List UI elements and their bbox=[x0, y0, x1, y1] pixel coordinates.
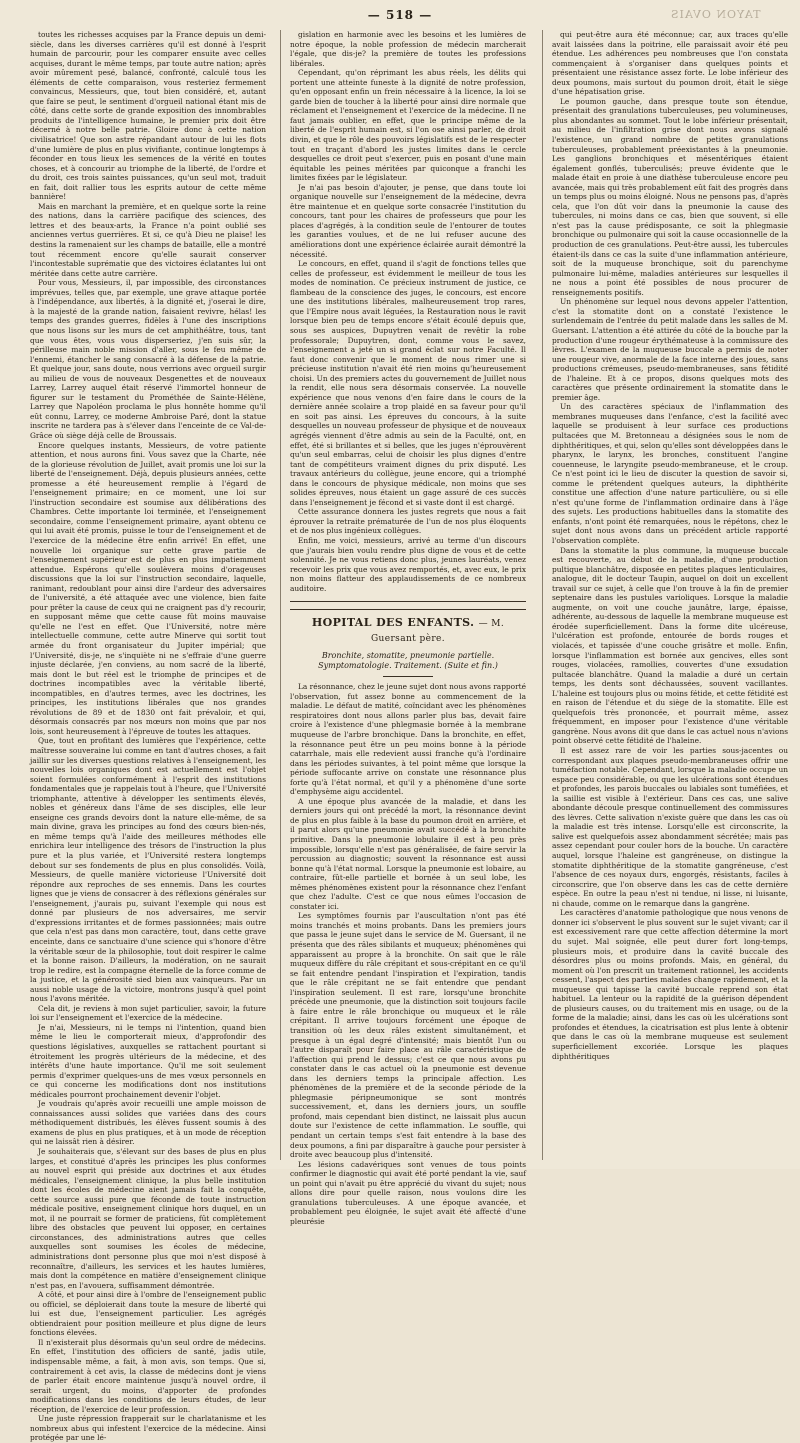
article-subtitle: Bronchite, stomatite, pneumonie partielle. Symptomatologie. Traitement. (Suite et fin.) bbox=[318, 651, 498, 671]
paragraph: Les lésions cadavériques sont venues de tous points confirmer le diagnostic qui avait été porté pendant la vie, sauf un point qui n'avait pu être apprécié du vivant du sujet; nous allons dire pour quelle raison, nous voulons dire les granulations tuberculeuses. A une époque avancée, et probablement peu éloignée, le sujet avait été affecté d'une pleurésie bbox=[290, 1159, 526, 1226]
header-rule bbox=[290, 609, 526, 610]
paragraph: Un des caractères spéciaux de l'inflammation des membranes muqueuses dans l'enfance, c'est la facilité avec laquelle se produisent à leur surface ces productions pultacées que M. Bretonneau a désignées sous le nom de diphthéritiques, et qui, selon qu'elles sont développées dans le pharynx, le larynx, les bronches, constituent l'angine couenneuse, le laryngite pseudo-membraneuse, et le croup. Ce n'est point ici le lieu de discuter la question de savoir si, comme le prétendent quelques auteurs, la diphthérite constitue une affection d'une nature particulière, ou si elle n'est qu'une forme de l'inflammation ordinaire dans à l'âge des sujets. Les productions habituelles dans la stomatite des enfants, n'ont point été remarquées, nous le répétons, chez le sujet dont nous avons dans un précédent article rapporté l'observation complète. bbox=[552, 402, 788, 545]
bleed-through-text: TAYON OVAIS bbox=[669, 8, 760, 21]
column-1 bbox=[30, 30, 266, 1443]
column-divider bbox=[280, 30, 281, 1160]
paragraph: Enfin, me voici, messieurs, arrivé au terme d'un discours que j'aurais bien voulu rendre plus digne de vous et de cette solennité. Je ne vous retiens donc plus, jeunes lauréats, venez recevoir les prix que vous avez remportés, et, avec eux, le prix non moins flatteur des applaudissements de ce nombreux auditoire. bbox=[290, 535, 526, 593]
paragraph: Cette assurance donnera les justes regrets que nous a fait éprouver la retraite prématurée de l'un de nos plus éloquents et de nos plus ingénieux collègues. bbox=[290, 507, 526, 536]
paragraph: Encore quelques instants, Messieurs, de votre patiente attention, et nous aurons fini. Vous savez que la Charte, née de la glorieuse révolution de Juillet, avait promis une loi sur la liberté de l'enseignement. Déjà, depuis plusieurs années, cette promesse a été heureusement remplie à l'égard de l'enseignement primaire; en ce moment, une loi sur l'instruction secondaire est soumise aux délibérations des Chambres. Cette importante loi terminée, et l'enseignement secondaire, comme l'enseignement primaire, ayant obtenu ce qui lui avait été promis, puisse le tour de l'enseignement et de l'exercice de la médecine être enfin arrivé! En effet, une nouvelle loi organique sur cette grave partie de l'enseignement supérieur est de plus en plus impatiemment attendue. Espérons qu'elle soulèvera moins d'orageuses discussions que la loi sur l'instruction secondaire, laquelle, ranimant, redoublant pour ainsi dire l'ardeur des adversaires de l'université, a été attaquée avec une violence, bien faite pour prêter la cause de ceux qui ne craignent pas d'y recourir, en supposant même que cette cause fût moins mauvaise qu'elle ne l'est en effet. Que l'Université, notre mère intellectuelle commune, cette autre Minerve qui sortit tout armée du front organisateur du Jupiter impérial; que l'Université, dis-je, ne s'inquiète ni ne s'effraie d'une guerre injuste déclarée, j'en conviens, au nom sacré de la liberté, mais dont le but réel est le triomphe de principes et de doctrines incompatibles avec la véritable liberté, incompatibles, en d'autres termes, avec les doctrines, les principes, les institutions libérales que nos grandes révolutions de 89 et de 1830 ont fait prévaloir, et qui, désormais consacrés par nos mœurs non moins que par nos lois, sont heureusement à l'épreuve de toutes les attaques. bbox=[30, 440, 266, 736]
paragraph: Que, tout en profitant des lumières que l'expérience, cette maîtresse souveraine lui comme en tant d'autres choses, a fait jaillir sur les diverses questions relatives à l'enseignement, les nouvelles lois organiques dont est actuellement est l'objet soient formulées conformément à l'esprit des institutions fondamentales que je rappelais tout à l'heure, que l'Université triomphante, attentive à développer les sentiments élevés, nobles et généreux dans l'âme de ses disciples, elle leur enseigne ces grands devoirs dont la nature elle-même, de sa main divine, grava les principes au fond des cœurs bien-nés, en même temps qu'à l'aide des meilleures méthodes elle enrichira leur intelligence des trésors de l'instruction la plus pure et la plus variée, et l'Université restera longtemps debout sur ses fondements de plus en plus consolidés. Voilà, Messieurs, de quelle manière victorieuse l'Université doit répondre aux reproches de ses ennemis. Dans les courtes lignes que je viens de consacrer à des réflexions générales sur l'enseignement, j'aurais pu, suivant l'exemple qui nous est donné par plusieurs de nos adversaires, me servir d'expressions irritantes et de formes passionnées; mais outre que cela n'est pas dans mon caractère, tout, dans cette grave enceinte, dans ce sanctuaire d'une science qui s'honore d'être la véritable sœur de la philosophie, tout doit respirer le calme et la bonne raison. D'ailleurs, la modération, on ne saurait trop le redire, est la compagne éternelle de la force comme de la justice, et la générosité sied bien aux vainqueurs. Par un aussi noble usage de la victoire, montrons jusqu'à quel point nous l'avons méritée. bbox=[30, 736, 266, 1004]
paragraph: Je n'ai, Messieurs, ni le temps ni l'intention, quand bien même le lieu le comporterait mieux, d'approfondir des questions législatives, auxquelles se rattachent pourtant si étroitement les progrès ultérieurs de la médecine, et des intérêts d'une haute importance. Qu'il me soit seulement permis d'exprimer quelques-uns de mes vœux personnels en ce qui concerne les modifications dont nos institutions médicales pourront prochainement devenir l'objet. bbox=[30, 1022, 266, 1099]
paragraph: qui peut-être aura été méconnue; car, aux traces qu'elle avait laissées dans la poitrine, elle paraissait avoir été peu étendue. Les adhérences peu nombreuses que l'on constata commençaient à s'organiser dans quelques points et présentaient une résistance assez forte. Le lobe inférieur des deux poumons, mais surtout du poumon droit, était le siège d'une hépatisation grise. bbox=[552, 30, 788, 97]
paragraph: gislation en harmonie avec les besoins et les lumières de notre époque, la noble profession de médecin marcherait l'égale, que dis-je? la première de toutes les professions libérales. bbox=[290, 30, 526, 68]
article-title-text: HOPITAL DES ENFANTS. bbox=[311, 616, 475, 630]
paragraph: La résonnance, chez le jeune sujet dont nous avons rapporté l'observation, fut assez bonne au commencement de la maladie. Le défaut de matité, coïncidant avec les phénomènes respiratoires dont nous allons parler plus bas, devait faire croire à l'existence d'une phlegmasie bornée à la membrane muqueuse de l'arbre bronchique. Dans la bronchite, en effet, la résonnance peut être un peu moins bonne à la période catarrhale, mais elle redevient aussi franche qu'à l'ordinaire dans les périodes suivantes, à tel point même que lorsque la période suffocante arrive on constate une résonnance plus forte qu'à l'état normal, et qu'il y a phénomène d'une sorte d'emphysème aigu accidentel. bbox=[290, 682, 526, 797]
subtitle-rule bbox=[383, 676, 433, 677]
paragraph: Je souhaiterais que, s'élevant sur des bases de plus en plus larges, et constitué d'après les principes les plus conformes au nouvel esprit qui préside aux doctrines et aux études médicales, l'enseignement clinique, la plus belle institution dont les écoles de médecine aient jamais fait la conquête, cette source aussi pure que féconde de toute instruction médicale positive, enseignement clinique hors duquel, en un mot, il ne pourrait se former de praticiens, fût complètement libre des obstacles que peuvent lui opposer, en certaines circonstances, des administrations autres que celles auxquelles sont soumises les écoles de médecine, administrations dont personne plus que moi n'est disposé à reconnaître, d'ailleurs, les services et les hautes lumières, mais dont la compétence en matière d'enseignement clinique n'est pas, en l'avouera, suffisamment démontrée. bbox=[30, 1146, 266, 1290]
page-header bbox=[0, 4, 800, 28]
paragraph: Le poumon gauche, dans presque toute son étendue, présentait des granulations tuberculeuses, peu volumineuses, plus abondantes au sommet. Tout le lobe inférieur présentait, au milieu de l'infiltration grise dont nous avons signalé l'existence, un grand nombre de petites granulations tuberculeuses, probablement préexistantes à la pneumonie. Les ganglions bronchiques et mésentériques étaient également gonflés, tuberculisés; preuve évidente que le malade était en proie à une diathèse tuberculeuse encore peu avancée, mais qui très probablement eût fait des progrès dans un temps plus ou moins éloigné. Nous ne pensons pas, d'après cela, que l'on dût voir dans la pneumonie la cause des tubercules, ni moins dans ce cas, bien que souvent, si elle n'est pas la cause prédisposante, ce soit la phlegmasie bronchique ou pulmonaire qui soit la cause occasionnelle de la production de ces granulations. Peut-être aussi, les tubercules étaient-ils dans ce cas la suite d'une inflammation antérieure, soit de la muqueuse bronchique, soit du parenchyme pulmonaire lui-même, maladies antérieures sur lesquelles il ne nous a point été possibles de nous procurer de renseignements positifs. bbox=[552, 96, 788, 297]
paragraph: Mais en marchant la première, et en quelque sorte la reine des nations, dans la carrière pacifique des sciences, des lettres et des beaux-arts, la France n'a point oublié ses anciennes vertus guerrières. Et si, ce qu'à Dieu ne plaise! les destins la ramenaient sur les champs de bataille, elle a montré tout récemment encore qu'elle saurait conserver l'incontestable suprématie que des victoires éclatantes lui ont méritée dans cette autre carrière. bbox=[30, 201, 266, 278]
paragraph: A côté, et pour ainsi dire à l'ombre de l'enseignement public ou officiel, se déploierait dans toute la mesure de liberté qui lui est due, l'enseignement particulier. Les agrégés obtiendraient pour position meilleure et plus digne de leurs fonctions élevées. bbox=[30, 1290, 266, 1338]
paragraph: toutes les richesses acquises par la France depuis un demi-siècle, dans les diverses carrières qu'il est donné à l'esprit humain de parcourir, pour les comparer ensuite avec celles acquises, durant le même temps, par toute autre nation; après avoir mûrement pesé, balancé, confronté, calculé tous les éléments de cette comparaison, vous resteriez fermement convaincus, Messieurs, que, tout bien considéré, et, autant que faire se peut, le sentiment d'orgueil national étant mis de côté, dans cette sorte de grande exposition des innombrables produits de l'intelligence humaine, le premier prix doit être décerné à notre belle patrie. Gloire donc à cette nation civilisatrice! Que son astre répandant autour de lui les flots d'une lumière de plus en plus vivifiante, continue longtemps à féconder en tous lieux les semences de la vérité en toutes choses, et à concourir au triomphe de la liberté, de l'ordre et du droit, ces trois saintes puissances, qu'un seul mot, traduit en fait, doit rallier tous les esprits autour de cette même bannière! bbox=[30, 30, 266, 202]
paragraph: Pour vous, Messieurs, il, par impossible, des circonstances imprévues, telles que, par exemple, une grave attaque portée à l'indépendance, aux libertés, à la dignité et, j'oserai le dire, à la majesté de la grande nation, faisaient revivre, hélas! les temps des grandes guerres, fidèles à l'une des inscriptions que nous lisons sur les murs de cet amphithéâtre, tous, tant que vous êtes, vous vous disperseriez, j'en suis sûr, la périlleuse main noble mission d'aller, sous le feu même de l'ennemi, étancher le sang consacré à la défense de la patrie. Et quelque jour, sans doute, nous verrions avec orgueil surgir au milieu de vous de nouveaux Desgenettes et de nouveaux Larrey, Larrey auquel était réservé l'immortel honneur de figurer sur le testament du Prométhée de Sainte-Hélène, Larrey que Napoléon proclama le plus honnête homme qu'il eût connu, Larrey, ce moderne Ambroise Paré, dont la statue inscrite ne tardera pas à s'élever dans l'enceinte de ce Val-de-Grâce où siège déjà celle de Broussais. bbox=[30, 278, 266, 440]
article-body bbox=[290, 682, 526, 1226]
column-2-text bbox=[290, 30, 526, 593]
paragraph: Une juste répression frapperait sur le charlatanisme et les nombreux abus qui infestent l'exercice de la médecine. Ainsi protégée par une lé- bbox=[30, 1414, 266, 1443]
text-columns bbox=[30, 30, 790, 1443]
paragraph: Les symptômes fournis par l'auscultation n'ont pas été moins tranchés et moins probants. Dans les premiers jours que passa le jeune sujet dans le service de M. Guersant, il ne présenta que des râles sibilants et muqueux; phénomènes qui apparaissent au propre à la bronchite. On sait que le râle muqueux diffère du râle crépitant et sous-crépitant en ce qu'il se fait entendre pendant l'inspiration et l'expiration, tandis que le râle crépitant ne se fait entendre que pendant l'inspiration seulement. Il est rare, lorsqu'une bronchite précède une pneumonie, que la distinction soit toujours facile à faire entre le râle bronchique ou muqueux et le râle crépitant. Il arrive toujours forcément une époque de transition où les deux râles existent simultanément, et presque à un égal degré d'intensité; mais bientôt l'un ou l'autre disparaît pour faire place au râle caractéristique de l'affection qui prend le dessus; c'est ce que nous avons pu constater dans le cas actuel où la pneumonie est devenue dans les derniers temps la principale affection. Les phénomènes de la première et de la seconde période de la phlegmasie péripneumonique se sont montrés successivement, et, dans les derniers jours, un souffle profond, mais cependant bien distinct, ne laissait plus aucun doute sur l'existence de cette inflammation. Le souffle, qui pendant un certain temps s'est fait entendre à la base des deux poumons, a fini par disparaître à gauche pour persister à droite avec beaucoup plus d'intensité. bbox=[290, 911, 526, 1160]
paragraph: Le concours, en effet, quand il s'agit de fonctions telles que celles de professeur, est évidemment le meilleur de tous les modes de nomination. Ce précieux instrument de justice, ce flambeau de la conscience des juges, le concours, est encore une des institutions libérales, malheureusement trop rares, que l'Empire nous avait léguées, la Restauration nous le ravit lorsque bien peu de temps encore s'était écoulé depuis que, sous ses auspices, Dupuytren venait de revêtir la robe professorale; Dupuytren, dont, comme vous le savez, l'enseignement a jeté un si grand éclat sur notre Faculté. Il faut donc convenir que le moment de nous rimer une si précieuse institution n'avait été rien moins qu'heureusement choisi. Un des premiers actes du gouvernement de Juillet nous la rendit, elle nous sera désormais conservée. La nouvelle expérience que nous venons d'en faire dans le cours de la dernière année scolaire a trop plaidé en sa faveur pour qu'il en soit pas ainsi. Les épreuves du concours, à la suite desquelles un nouveau professeur de physique et de nouveaux agrégés viennent d'être admis au sein de la Faculté, ont, en effet, été si brillantes et si belles, que les juges n'éprouvèrent qu'un seul embarras, celui de choisir les plus dignes d'entre tant de compétiteurs vraiment dignes du prix disputé. Les travaux antérieurs du collègue, jeune encore, qui a triomphé dans le concours de physique médicale, non moins que ses solides épreuves, nous étaient un gage assuré de ces succès dans l'enseignement je fécond et si vaste dont il est chargé. bbox=[290, 259, 526, 507]
paragraph: Je voudrais qu'après avoir recueilli une ample moisson de connaissances aussi solides que variées dans des cours méthodiquement distribués, les élèves fussent soumis à des examens de plus en plus pratiques, et à un mode de réception qui ne laissât rien à désirer. bbox=[30, 1099, 266, 1147]
column-2 bbox=[290, 30, 526, 1226]
article-header bbox=[290, 601, 526, 677]
paragraph: Un phénomène sur lequel nous devons appeler l'attention, c'est la stomatite dont on a constaté l'existence le surlendemain de l'entrée du petit malade dans les salles de M. Guersant. L'attention a été attirée du côté de la bouche par la production d'une rougeur érythémateuse à la commissure des lèvres. L'examen de la muqueuse buccale a permis de noter une rougeur vive, anormale de la face interne des joues, sans productions crémeuses, pseudo-membraneuses, sans fétidité de l'haleine. Et à ce propos, disons quelques mots des caractères que présente ordinairement la stomatite dans le premier âge. bbox=[552, 297, 788, 402]
paragraph: Je n'ai pas besoin d'ajouter, je pense, que dans toute loi organique nouvelle sur l'enseignement de la médecine, devra être maintenue et en quelque sorte consacrée l'institution du concours, tant pour les chaires de professeurs que pour les places d'agrégés, à la condition seule de l'entourer de toutes les garanties voulues, et de ne lui refuser aucune des améliorations dont une expérience éclairée aurait démontré la nécessité. bbox=[290, 182, 526, 259]
paragraph: Dans la stomatite la plus commune, la muqueuse buccale est recouverte, au début de la maladie, d'une production pultique blanchâtre, disposée en petites plaques lenticulaires, analogue, dit le docteur Taupin, auquel on doit un excellent travail sur ce sujet, à celle que l'on trouve à la fin de premier septenaire dans les pustules varioliques. Lorsque la maladie augmente, on voit une couche jaunâtre, large, épaisse, adhérente, au-dessous de laquelle la membrane muqueuse est érodée superficiellement. Dans la forme dite ulcéreuse, l'ulcération est profonde, entourée de bords rouges et violacés, et tapissée d'une couche grisâtre et molle. Enfin, lorsque l'inflammation est bornée aux gencives, elles sont rouges, violacées, ramollies, couvertes d'une exsudation pultacée blanchâtre. Quand la maladie a duré un certain temps, les dents sont déchaussées, souvent vacillantes. L'haleine est toujours plus ou moins fétide, et cette fétidité est en raison de l'étendue et du siège de la stomatite. Elle est quelquefois très prononcée, et pourrait même, assez fréquemment, en imposer pour l'existence d'une véritable gangrène. Nous avons dit que dans le cas actuel nous n'avions point observé cette fétidité de l'haleine. bbox=[552, 545, 788, 746]
paragraph: Cela dit, je reviens à mon sujet particulier, savoir, la future loi sur l'enseignement et l'exercice de la médecine. bbox=[30, 1003, 266, 1023]
article-author: — M. Guersant père. bbox=[370, 619, 505, 645]
paragraph: Les caractères d'anatomie pathologique que nous venons de donner ici s'observent le plus souvent sur le sujet vivant; car il est excessivement rare que cette affection détermine la mort du sujet. Mal soignée, elle peut durer fort long-temps, plusieurs mois, et produire dans la cavité buccale des désordres plus ou moins profonds. Mais, en général, du moment où l'on prescrit un traitement rationnel, les accidents cessent, l'aspect des parties malades change rapidement, et la muqueuse qui tapisse la cavité buccale reprend son état habituel. La lenteur ou la rapidité de la guérison dépendent de plusieurs causes, ou du traitement mis en usage, ou de la forme de la maladie; ainsi, dans les cas où les ulcérations sont profondes et étendues, la cicatrisation est plus lente à obtenir que dans le cas où la membrane muqueuse est seulement superficiellement excoriée. Lorsque les plaques diphthéritiques bbox=[552, 908, 788, 1061]
paragraph: Il n'existerait plus désormais qu'un seul ordre de médecins. En effet, l'institution des officiers de santé, jadis utile, indispensable même, a fait, à mon avis, son temps. Que si, contrairement à cet avis, la classe de médecins dont je viens de parler était encore maintenue jusqu'à nouvel ordre, il serait urgent, du moins, d'apporter de profondes modifications dans les conditions de leurs études, de leur réception, de l'exercice de leur profession. bbox=[30, 1337, 266, 1414]
paragraph: Cependant, qu'on réprimant les abus réels, les délits qui portent une atteinte funeste à la dignité de notre profession, qu'en opposant enfin un frein nécessaire à la licence, la loi se garde bien de toucher à la liberté pour ainsi dire normale que réclament et l'enseignement et l'exercice de la médecine. Il ne faut jamais oublier, en effet, que le principe même de la liberté de l'esprit humain est, si l'on ose ainsi parler, de droit divin, et que le rôle des pouvoirs législatifs est de le respecter tout en traçant d'abord les justes limites dans le cercle desquelles ce droit peut s'exercer, puis en posant d'une main équitable les peines méritées par quiconque a franchi les limites fixées par le législateur. bbox=[290, 68, 526, 183]
paragraph: A une époque plus avancée de la maladie, et dans les derniers jours qui ont précédé la mort, la résonnance devint de plus en plus faible à la base du poumon droit en arrière, et il parut alors qu'une pneumonie avait succédé à la bronchite primitive. Dans la pneumonie lobulaire il est à peu près impossible, lorsqu'elle n'est pas généralisée, de faire servir la percussion au diagnostic; souvent la résonnance est aussi bonne qu'à l'état normal. Lorsque la pneumonie est lobaire, au contraire, fût-elle partielle et bornée à un seul lobe, les mêmes phénomènes existent pour la résonnance chez l'enfant que chez l'adulte. C'est ce que nous eûmes l'occasion de constater ici. bbox=[290, 796, 526, 911]
column-divider bbox=[542, 30, 543, 1160]
article-title bbox=[290, 616, 526, 646]
page-number: — 518 — bbox=[367, 8, 433, 22]
column-3 bbox=[552, 30, 788, 1160]
paragraph: Il est assez rare de voir les parties sous-jacentes ou correspondant aux plaques pseudo-membraneuses offrir une tuméfaction notable. Cependant, lorsque la maladie occupe un espace peu considérable, ou que les ulcérations sont étendues et profondes, les parois buccales ou labiales sont tuméfiées, et la saillie est visible à l'extérieur. Dans ces cas, une salive abondante découle presque continuellement des commissures des lèvres. Cette salivation n'existe guère que dans les cas où la maladie est très intense. Lorsqu'elle est circonscrite, la salive est quelquefois assez abondamment sécrétée; mais pas assez cependant pour couler hors de la bouche. Un caractère auquel, lorsque l'haleine est gangréneuse, on distingue la stomatite diphthéritique de la stomatite gangréneuse, c'est l'absence de ces noyaux durs, engorgés, résistants, faciles à circonscrire, que l'on observe dans les cas de cette dernière espèce. En outre la peau n'est ni tendue, ni lisse, ni luisante, ni chaude, comme on le remarque dans la gangrène. bbox=[552, 746, 788, 908]
